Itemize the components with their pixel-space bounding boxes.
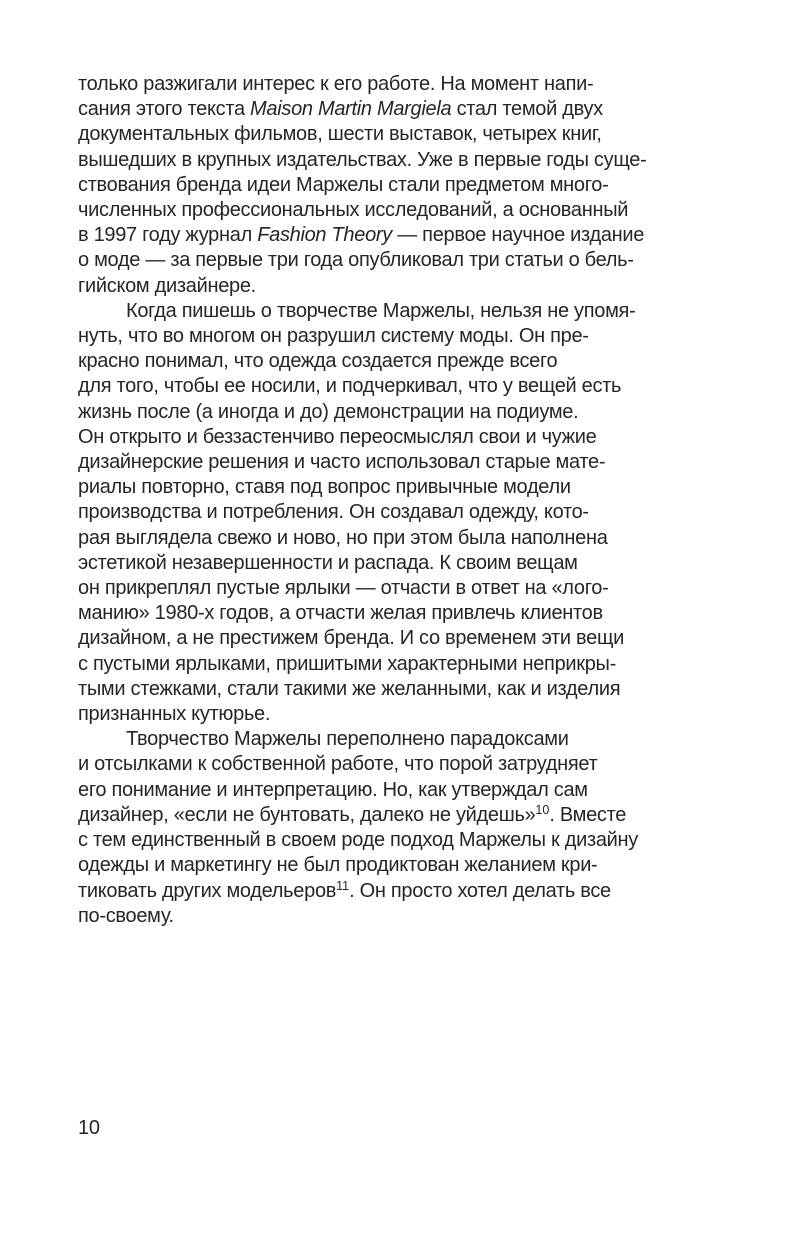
text-run: в 1997 году журнал — [78, 224, 258, 247]
text-run: тиковать других модельеров — [78, 879, 337, 902]
text-run: . Вместе — [549, 803, 627, 826]
text-run: дизайнер, «если не бунтовать, далеко не уйдешь» — [78, 803, 536, 826]
text-run: жизнь после (а иногда и до) демонстрации на подиуме. — [78, 400, 579, 423]
text-run: дизайнерские решения и часто использовал старые мате- — [78, 451, 606, 474]
text-run: производства и потребления. Он создавал одежду, кото- — [78, 501, 589, 524]
text-run: документальных фильмов, шести выставок, четырех книг, — [78, 123, 602, 146]
text-run: гийском дизайнере. — [78, 274, 256, 297]
text-run: Он открыто и беззастенчиво переосмыслял свои и чужие — [78, 425, 597, 448]
text-run: красно понимал, что одежда создается прежде всего — [78, 350, 558, 373]
paragraph — [78, 727, 678, 929]
text-run: численных профессиональных исследований, а основанный — [78, 199, 629, 222]
page-number: 10 — [78, 1117, 100, 1139]
text-run: рая выглядела свежо и ново, но при этом была наполнена — [78, 526, 608, 549]
text-run: по-своему. — [78, 904, 174, 927]
text-run: Maison Martin Margiela — [250, 98, 452, 121]
footnote-marker: 11 — [336, 878, 350, 893]
text-run: . Он просто хотел делать все — [349, 879, 611, 902]
paragraph — [78, 299, 678, 727]
text-run: о моде — за первые три года опубликовал три статьи о бель- — [78, 249, 634, 272]
text-run: Когда пишешь о творчестве Маржелы, нельзя не упомя- — [126, 299, 636, 322]
text-run: ствования бренда идеи Маржелы стали предметом много- — [78, 173, 609, 196]
text-run: только разжигали интерес к его работе. На момент напи- — [78, 73, 594, 95]
text-run: для того, чтобы ее носили, и подчеркивал, что у вещей есть — [78, 375, 622, 398]
text-run: Fashion Theory — [257, 224, 392, 247]
text-run: нуть, что во многом он разрушил систему моды. Он пре- — [78, 325, 589, 348]
text-run: — первое научное издание — [391, 224, 645, 247]
text-run: одежды и маркетингу не был продиктован желанием кри- — [78, 854, 598, 877]
text-run: дизайном, а не престижем бренда. И со временем эти вещи — [78, 627, 624, 650]
text-run: эстетикой незавершенности и распада. К своим вещам — [78, 551, 578, 574]
text-run: с пустыми ярлыками, пришитыми характерными неприкры- — [78, 652, 616, 675]
paragraph — [78, 72, 678, 299]
text-run: его понимание и интерпретацию. Но, как утверждал сам — [78, 778, 588, 801]
text-run: и отсылками к собственной работе, что порой затрудняет — [78, 753, 598, 776]
text-run: риалы повторно, ставя под вопрос привычные модели — [78, 476, 571, 499]
footnote-marker: 10 — [535, 802, 550, 817]
text-run: с тем единственный в своем роде подход Маржелы к дизайну — [78, 829, 638, 852]
text-run: признанных кутюрье. — [78, 703, 271, 726]
body-text — [78, 72, 678, 929]
text-run: тыми стежками, стали такими же желанными, как и изделия — [78, 677, 621, 700]
text-run: он прикреплял пустые ярлыки — отчасти в ответ на «лого- — [78, 577, 609, 600]
text-run: стал темой двух — [451, 98, 603, 121]
text-run: Творчество Маржелы переполнено парадоксами — [126, 728, 569, 751]
text-run: сания этого текста — [78, 98, 251, 121]
text-run: манию» 1980-х годов, а отчасти желая привлечь клиентов — [78, 602, 603, 625]
text-run: вышедших в крупных издательствах. Уже в первые годы суще- — [78, 148, 647, 171]
